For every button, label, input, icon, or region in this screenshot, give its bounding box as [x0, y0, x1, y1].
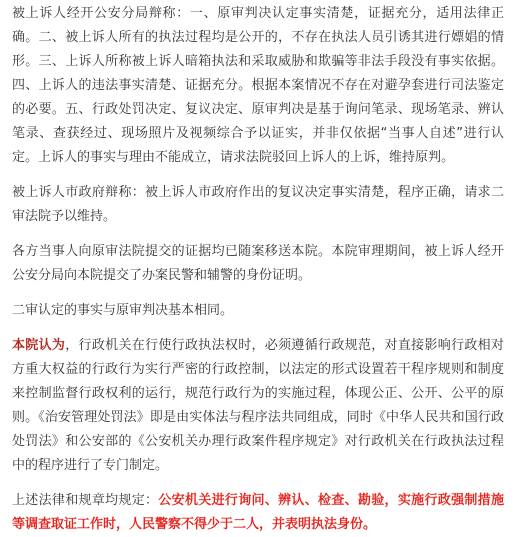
paragraph-court-opinion — [12, 334, 504, 478]
paragraph-text: 上述法律和规章均规定： — [12, 493, 159, 508]
paragraph-evidence-transfer — [12, 240, 504, 288]
paragraph-text: 各方当事人向原审法院提交的证据均已随案移送本院。本院审理期间，被上诉人经开公安分局向本院提交了办案民警和辅警的身份证明。 — [12, 244, 504, 283]
highlighted-provision: 公安机关进行询问、辨认、检查、勘验，实施行政强制措施等调查取证工作时，人民警察不得少于二人，并表明执法身份。 — [12, 493, 504, 532]
paragraph-text: 被上诉人市政府辩称：被上诉人市政府作出的复议决定事实清楚，程序正确，请求二审法院予以维持。 — [12, 185, 504, 224]
paragraph-appellee-government-defense — [12, 181, 504, 229]
paragraph-appellee-police-defense — [12, 2, 504, 170]
court-opinion-lead: 本院认为 — [12, 338, 66, 353]
paragraph-text: 二审认定的事实与原审判决基本相同。 — [12, 303, 234, 318]
paragraph-legal-provisions — [12, 489, 504, 537]
paragraph-second-instance-facts — [12, 299, 504, 323]
paragraph-text: ，行政机关在行使行政执法权时，必须遵循行政规范，对直接影响行政相对方重大权益的行政行为实行严密的行政控制，以法定的形式设置若干程序规则和制度来控制监督行政权利的运行，规范行政行为的实施过程，体现公正、公开、公平的原则。《治安管理处罚法》即是由实体法与程序法共同组成，同时《中华人民共和国行政处罚法》和公安部的《公安机关办理行政案件程序规定》对行政机关在行政执法过程中的程序进行了专门制定。 — [12, 338, 504, 473]
paragraph-text: 被上诉人经开公安分局辩称：一、原审判决认定事实清楚，证据充分，适用法律正确。二、被上诉人所有的执法过程均是公开的，不存在执法人员引诱其进行嫖娼的情形。三、上诉人所称被上诉人暗箱执法和采取威胁和欺骗等非法手段没有事实依据。四、上诉人的违法事实清楚、证据充分。根据本案情况不存在对避孕套进行司法鉴定的必要。五、行政处罚决定、复议决定、原审判决是基于询问笔录、现场笔录、辨认笔录、查获经过、现场照片及视频综合予以证实，并非仅依据“当事人自述”进行认定。上诉人的事实与理由不能成立，请求法院驳回上诉人的上诉，维持原判。 — [12, 6, 504, 165]
